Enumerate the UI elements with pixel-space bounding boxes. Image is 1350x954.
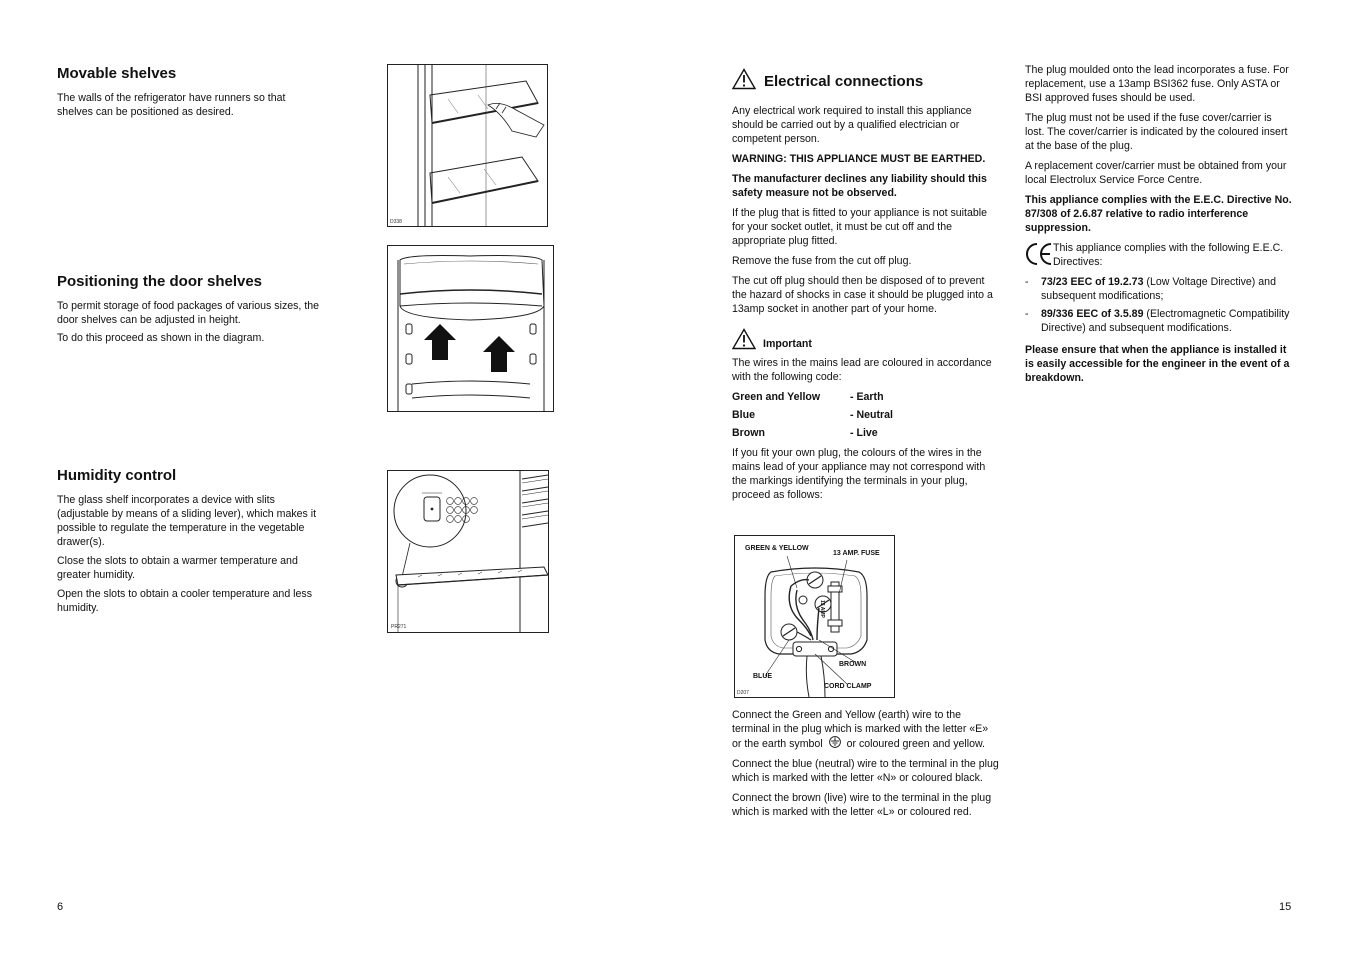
electrical-p6: If you fit your own plug, the colours of the wires in the mains lead of your appliance may not correspond with the markings identifying the terminals in your plug, proceed as follows: [732,447,986,501]
humidity-control-figure [387,470,549,633]
wire-code-row [732,408,998,422]
figure-id-d338: D338 [390,219,402,225]
liability-note: The manufacturer declines any liability should this safety measure not be observed. [732,173,987,199]
label-green-yellow: GREEN & YELLOW [745,545,809,552]
wire-code-row [732,390,998,404]
directive-code: 73/23 EEC of 19.2.73 [1041,276,1144,288]
humidity-control-p3: Open the slots to obtain a cooler temperature and less humidity. [57,588,312,614]
ce-compliance [1025,241,1293,269]
directive-item [1025,275,1293,303]
earth-wire-text: Connect the Green and Yellow (earth) wire to the terminal in the plug which is marked with the letter «E» or the earth symbol [732,709,989,750]
directive-code: 89/336 EEC of 3.5.89 [1041,308,1144,320]
wire-colour: Green and Yellow [732,391,821,403]
wire-colour: Blue [732,409,755,421]
movable-shelves-figure [387,64,548,227]
live-wire-instruction: Connect the brown (live) wire to the terminal in the plug which is marked with the letter «L» or coloured red. [732,792,992,818]
wire-meaning: - Earth [850,391,884,403]
wire-code-row [732,426,998,440]
wiring-instructions [732,708,1000,825]
electrical-p2: If the plug that is fitted to your appliance is not suitable for your socket outlet, it must be cut off and the appropriate plug fitted. [732,207,987,247]
label-blue: BLUE [753,673,773,680]
wire-code-table [732,390,998,440]
replacement-info: A replacement cover/carrier must be obtained from your local Electrolux Service Force Centre. [1025,160,1287,186]
fuse-cover-info: The plug must not be used if the fuse cover/carrier is lost. The cover/carrier is indicated by the coloured insert at the base of the plug. [1025,112,1288,152]
directive-list [1025,275,1293,335]
door-shelves-p2: To do this proceed as shown in the diagram. [57,332,265,344]
important-title: Important [763,338,812,350]
radio-interference-compliance: This appliance complies with the E.E.C. Directive No. 87/308 of 2.6.87 relative to radio interference suppression. [1025,194,1292,234]
accessibility-note: Please ensure that when the appliance is installed it is easily accessible for the engineer in the event of a breakdown. [1025,344,1290,384]
directive-text: (Electromagnetic Compatibility Directive) and subsequent modifications. [1041,308,1290,334]
movable-shelves-title: Movable shelves [57,65,177,82]
page-number-left: 6 [57,901,64,913]
electrical-p1: Any electrical work required to install this appliance should be carried out by a qualified electrician or competent person. [732,105,972,145]
up-arrow-icon [481,334,517,374]
directive-text: (Low Voltage Directive) and subsequent modifications; [1041,276,1276,302]
humidity-control-p2: Close the slots to obtain a warmer temperature and greater humidity. [57,555,298,581]
warning-triangle-icon [732,68,756,90]
door-shelves-figure [387,245,554,412]
wire-meaning: - Neutral [850,409,893,421]
ce-mark-icon [1025,242,1053,266]
electrical-column [732,104,998,508]
humidity-control-title: Humidity control [57,467,177,484]
fuse-info: The plug moulded onto the lead incorporates a fuse. For replacement, use a 13amp BSI362 fuse. Only ASTA or BSI approved fuses should be used. [1025,64,1289,104]
right-column [1025,63,1293,391]
label-13-amp-fuse: 13 AMP. FUSE [833,550,880,557]
label-fuse-body: 13 AMP [819,600,825,618]
electrical-p3: Remove the fuse from the cut off plug. [732,255,912,267]
wire-colour: Brown [732,427,765,439]
page-number-right: 15 [1279,901,1292,913]
electrical-connections-title: Electrical connections [764,73,924,90]
label-cord-clamp: CORD CLAMP [824,683,872,690]
earth-symbol-icon [828,736,842,748]
figure-id-pr271: PR271 [391,624,407,630]
humidity-control-p1: The glass shelf incorporates a device with slits (adjustable by means of a sliding lever), which makes it possible to regulate the temperature in the vegetable drawer(s). [57,494,317,548]
wire-meaning: - Live [850,427,878,439]
earth-wire-instruction [732,708,1000,751]
door-shelves-p1: To permit storage of food packages of various sizes, the door shelves can be adjusted in height. [57,300,320,326]
electrical-p5: The wires in the mains lead are coloured in accordance with the following code: [732,357,992,383]
important-heading [732,328,998,350]
label-brown: BROWN [839,661,867,668]
earth-warning: WARNING: THIS APPLIANCE MUST BE EARTHED. [732,153,986,165]
figure-id-d207: D207 [737,690,749,696]
electrical-p4: The cut off plug should then be disposed of to prevent the hazard of shocks in case it should be plugged into a 13amp socket in another part of your home. [732,275,993,315]
electrical-connections-heading [732,68,923,90]
earth-wire-text-end: or coloured green and yellow. [846,738,985,750]
neutral-wire-instruction: Connect the blue (neutral) wire to the terminal in the plug which is marked with the letter «N» or coloured black. [732,758,999,784]
ce-compliance-text: This appliance complies with the following E.E.C. Directives: [1053,242,1284,268]
directive-item [1025,307,1293,335]
warning-triangle-icon [732,328,756,350]
door-shelves-title: Positioning the door shelves [57,273,263,290]
up-arrow-icon [422,322,458,362]
movable-shelves-body: The walls of the refrigerator have runners so that shelves can be positioned as desired. [57,92,286,118]
plug-wiring-diagram [734,535,895,698]
